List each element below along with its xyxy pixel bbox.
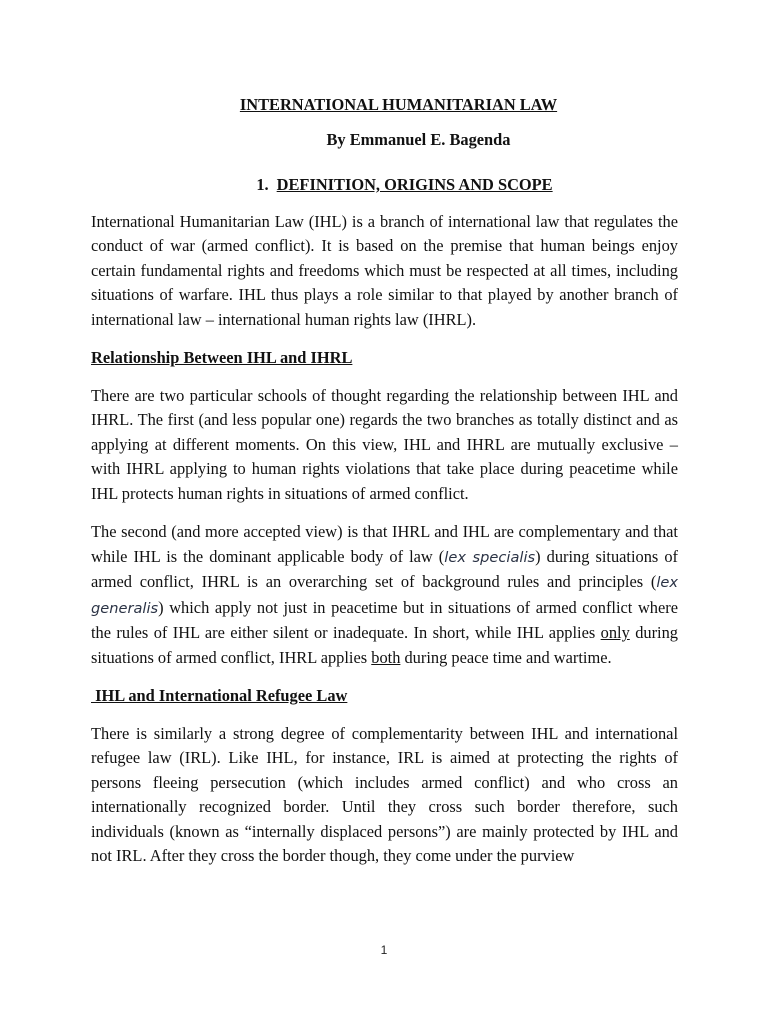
page-number: 1 bbox=[380, 943, 388, 957]
section-title: DEFINITION, ORIGINS AND SCOPE bbox=[276, 175, 553, 194]
paragraph-schools-of-thought: There are two particular schools of thought regarding the relationship between IHL and IHRL. The first (and less popular one) regards the two branches as totally distinct and as applying at different moments. On this view, IHL and IHRL are mutually exclusive – with IHRL applying to human rights violations that take place during peacetime while IHL protects human rights in situations of armed conflict. bbox=[91, 385, 678, 503]
subheading-ihl-ihrl: Relationship Between IHL and IHRL bbox=[91, 348, 353, 367]
para-text-part-2: ) during situations of armed conflict, IHRL is an overarching set of background rules and principles ( bbox=[91, 546, 678, 591]
subheading-refugee-law: IHL and International Refugee Law bbox=[91, 686, 348, 705]
document-author: By Emmanuel E. Bagenda bbox=[326, 129, 511, 149]
document-title: INTERNATIONAL HUMANITARIAN LAW bbox=[239, 95, 558, 114]
para-text-part-5: during peace time and wartime. bbox=[400, 647, 612, 667]
lex-generalis-term: lex generalis bbox=[91, 574, 678, 617]
emphasis-only: only bbox=[600, 623, 630, 642]
para-text-part-3: ) which apply not just in peacetime but in situations of armed conflict where the rules of IHL are either silent or inadequate. In short, while IHL applies bbox=[91, 597, 678, 642]
section-heading bbox=[91, 173, 678, 198]
para-text-part-1: The second (and more accepted view) is that IHRL and IHL are complementary and that while IHL is the dominant applicable body of law ( bbox=[91, 522, 678, 566]
intro-paragraph: International Humanitarian Law (IHL) is a branch of international law that regulates the conduct of war (armed conflict). It is based on the premise that human beings enjoy certain fundamental rights and freedoms which must be respected at all times, including situations of warfare. IHL thus plays a role similar to that played by another branch of international law – international human rights law (IHRL). bbox=[91, 211, 678, 329]
paragraph-complementary-view bbox=[91, 520, 678, 670]
lex-specialis-term: lex specialis bbox=[444, 548, 536, 566]
para-text-part-4: during situations of armed conflict, IHRL applies bbox=[91, 623, 678, 667]
emphasis-both: both bbox=[371, 647, 401, 667]
paragraph-refugee-law: There is similarly a strong degree of complementarity between IHL and international refugee law (IRL). Like IHL, for instance, IRL is aimed at protecting the rights of persons fleeing persecution (which includes armed conflict) and who cross an internationally recognized border. Until they cross such border therefore, such individuals (known as “internally displaced persons”) are mainly protected by IHL and not IRL. After they cross the border though, they come under the purview bbox=[91, 723, 678, 865]
page-content bbox=[91, 93, 678, 883]
section-number: 1. bbox=[256, 175, 269, 194]
